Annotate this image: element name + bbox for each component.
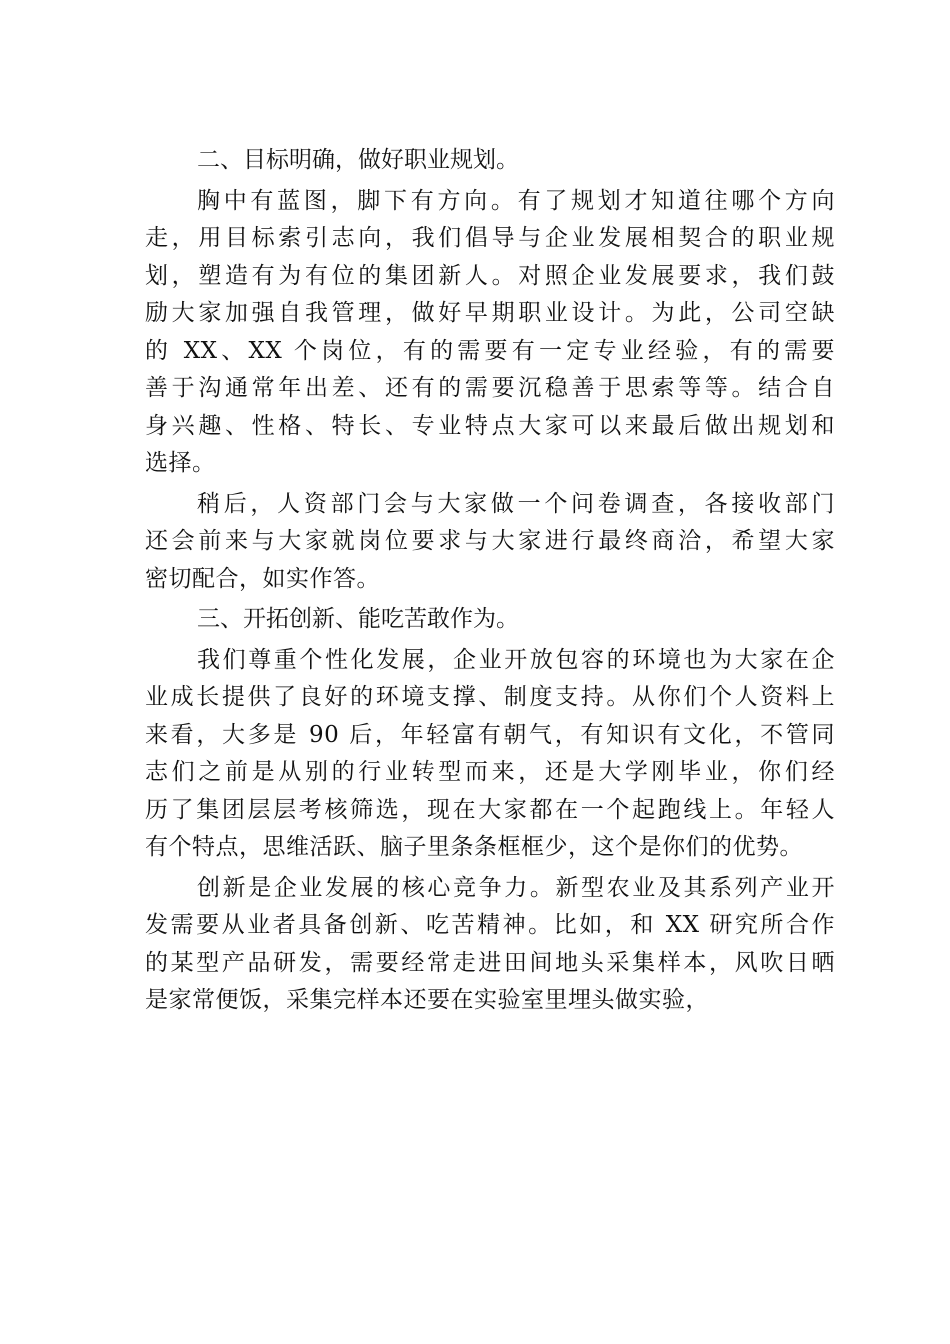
text-line: 业成长提供了良好的环境支撑、制度支持。从你们个人资料上 xyxy=(145,684,835,710)
document-body xyxy=(145,142,835,1023)
text-line: 有个特点，思维活跃、脑子里条条框框少，这个是你们的优势。 xyxy=(145,834,803,860)
text-line: 还会前来与大家就岗位要求与大家进行最终商洽，希望大家 xyxy=(145,528,835,554)
text-line: 身兴趣、性格、特长、专业特点大家可以来最后做出规划和 xyxy=(145,412,835,439)
text-line: 励大家加强自我管理，做好早期职业设计。为此，公司空缺 xyxy=(145,300,835,326)
paragraph xyxy=(145,642,835,867)
text-line: 创新是企业发展的核心竞争力。新型农业及其系列产业开 xyxy=(197,874,835,901)
paragraph xyxy=(145,870,835,1020)
text-line: 我们尊重个性化发展，企业开放包容的环境也为大家在企 xyxy=(197,646,835,673)
text-line: 胸中有蓝图，脚下有方向。有了规划才知道往哪个方向 xyxy=(197,187,835,214)
text-line: 稍后，人资部门会与大家做一个问卷调查，各接收部门 xyxy=(197,490,835,517)
text-line: 志们之前是从别的行业转型而来，还是大学刚毕业，你们经 xyxy=(145,759,835,785)
text-line: 划，塑造有为有位的集团新人。对照企业发展要求，我们鼓 xyxy=(145,262,835,289)
text-line: 善于沟通常年出差、还有的需要沉稳善于思索等等。结合自 xyxy=(145,375,835,401)
text-line: 的 XX、XX 个岗位，有的需要有一定专业经验，有的需要 xyxy=(145,337,835,364)
text-line: 密切配合，如实作答。 xyxy=(145,565,380,592)
text-line: 发需要从业者具备创新、吃苦精神。比如，和 XX 研究所合作 xyxy=(145,912,835,938)
text-line: 是家常便饭，采集完样本还要在实验室里埋头做实验， xyxy=(145,987,709,1013)
paragraph xyxy=(145,183,835,483)
section-heading: 二、目标明确，做好职业规划。 xyxy=(197,147,519,173)
paragraph xyxy=(145,486,835,599)
section-heading: 三、开拓创新、能吃苦敢作为。 xyxy=(197,606,519,632)
text-line: 来看，大多是 90 后，年轻富有朝气，有知识有文化，不管同 xyxy=(145,721,835,748)
text-line: 选择。 xyxy=(145,450,216,476)
text-line: 走，用目标索引志向，我们倡导与企业发展相契合的职业规 xyxy=(145,225,835,251)
text-line: 的某型产品研发，需要经常走进田间地头采集样本，风吹日晒 xyxy=(145,949,835,976)
text-line: 历了集团层层考核筛选，现在大家都在一个起跑线上。年轻人 xyxy=(145,796,835,823)
